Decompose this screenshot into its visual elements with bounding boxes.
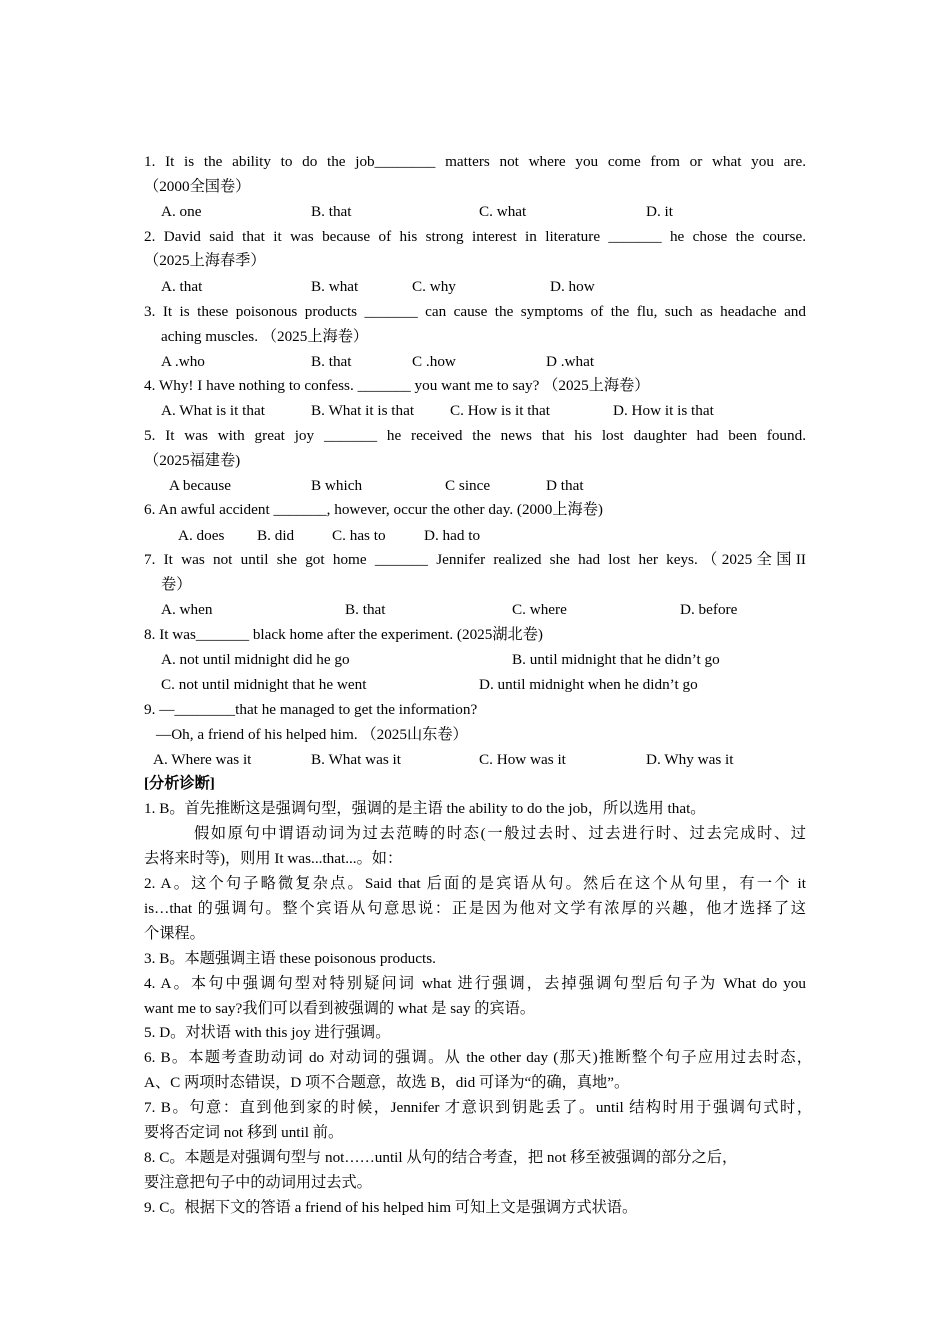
question-1-source: （2000全国卷）	[144, 178, 251, 195]
question-6-option-b: B. did	[257, 527, 295, 544]
question-9-option-b: B. What was it	[311, 751, 401, 768]
question-2-option-a: A. that	[161, 278, 203, 295]
question-5-option-b: B which	[311, 477, 363, 494]
question-6-stem: 6. An awful accident _______, however, occur the other day. (2000上海卷)	[144, 501, 603, 518]
question-8-option-a: A. not until midnight did he go	[161, 651, 350, 668]
question-1-option-c: C. what	[479, 203, 527, 220]
question-4-option-c: C. How is it that	[450, 402, 550, 419]
question-9-stem: 9. —________that he managed to get the information?	[144, 701, 478, 718]
question-2-option-b: B. what	[311, 278, 359, 295]
question-3-option-a: A .who	[161, 353, 205, 370]
question-6-option-d: D. had to	[424, 527, 481, 544]
analysis-line: 6. B。本题考查助动词 do 对动词的强调。从 the other day (那天)推断整个句子应用过去时态，	[144, 1049, 812, 1066]
analysis-line: 假如原句中谓语动词为过去范畴的时态(一般过去时、过去进行时、过去完成时、过	[194, 825, 806, 842]
question-9-option-d: D. Why was it	[646, 751, 734, 768]
question-6-option-a: A. does	[178, 527, 225, 544]
question-2-option-d: D. how	[550, 278, 595, 295]
analysis-line: 5. D。对状语 with this joy 进行强调。	[144, 1024, 391, 1041]
question-2-option-c: C. why	[412, 278, 456, 295]
question-8-option-d: D. until midnight when he didn’t go	[479, 676, 698, 693]
analysis-line: 要注意把句子中的动词用过去式。	[144, 1174, 372, 1191]
question-7-stem: 7. It was not until she got home _______ Jennifer realized she had lost her keys.（2025全国II	[144, 551, 806, 568]
analysis-line: A、C 两项时态错误，D 项不合题意，故选 B，did 可译为“的确，真地”。	[144, 1074, 630, 1091]
question-5-option-c: C since	[445, 477, 491, 494]
question-1-option-d: D. it	[646, 203, 674, 220]
analysis-line: is…that 的强调句。整个宾语从句意思说：正是因为他对文学有浓厚的兴趣，他才选择了这	[144, 900, 806, 917]
analysis-line: 去将来时等)，则用 It was...that...。如：	[144, 850, 403, 867]
analysis-line: 1. B。首先推断这是强调句型，强调的是主语 the ability to do the job，所以选用 that。	[144, 800, 706, 817]
analysis-line: 9. C。根据下文的答语 a friend of his helped him 可知上文是强调方式状语。	[144, 1199, 638, 1216]
question-4-option-d: D. How it is that	[613, 402, 714, 419]
analysis-line: 4. A。本句中强调句型对特别疑问词 what 进行强调，去掉强调句型后句子为 What do you	[144, 975, 806, 992]
question-9-reply: —Oh, a friend of his helped him. （2025山东卷）	[156, 726, 468, 743]
question-8-option-b: B. until midnight that he didn’t go	[512, 651, 720, 668]
question-1-option-b: B. that	[311, 203, 352, 220]
question-3-option-d: D .what	[546, 353, 595, 370]
analysis-heading: [分析诊断]	[144, 775, 215, 792]
question-8-option-c: C. not until midnight that he went	[161, 676, 367, 693]
question-3-option-b: B. that	[311, 353, 352, 370]
question-6-option-c: C. has to	[332, 527, 386, 544]
question-5-stem: 5. It was with great joy _______ he received the news that his lost daughter had been found.	[144, 427, 806, 444]
question-3-stem-continued: aching muscles. （2025上海卷）	[161, 328, 369, 345]
analysis-line: 8. C。本题是对强调句型与 not……until 从句的结合考查，把 not 移至被强调的部分之后，	[144, 1149, 738, 1166]
question-7-option-a: A. when	[161, 601, 213, 618]
question-7-option-d: D. before	[680, 601, 738, 618]
analysis-line: 要将否定词 not 移到 until 前。	[144, 1124, 344, 1141]
question-4-option-a: A. What is it that	[161, 402, 265, 419]
question-7-stem-continued: 卷）	[161, 576, 192, 593]
question-8-stem: 8. It was_______ black home after the experiment. (2025湖北卷)	[144, 626, 543, 643]
question-2-stem: 2. David said that it was because of his strong interest in literature _______ he chose the course.	[144, 228, 806, 245]
question-5-option-d: D that	[546, 477, 584, 494]
question-2-source: （2025上海春季）	[144, 252, 266, 269]
analysis-line: 个课程。	[144, 925, 205, 942]
question-7-option-b: B. that	[345, 601, 386, 618]
question-9-option-c: C. How was it	[479, 751, 566, 768]
question-7-option-c: C. where	[512, 601, 567, 618]
question-3-option-c: C .how	[412, 353, 456, 370]
analysis-line: 2. A。这个句子略微复杂点。Said that 后面的是宾语从句。然后在这个从句里，有一个 it	[144, 875, 806, 892]
analysis-line: 7. B。句意：直到他到家的时候，Jennifer 才意识到钥匙丢了。until 结构时用于强调句式时，	[144, 1099, 812, 1116]
analysis-line: want me to say?我们可以看到被强调的 what 是 say 的宾语。	[144, 1000, 536, 1017]
question-3-stem: 3. It is these poisonous products _______ can cause the symptoms of the flu, such as headache and	[144, 303, 806, 320]
question-4-stem: 4. Why! I have nothing to confess. _______ you want me to say? （2025上海卷）	[144, 377, 650, 394]
question-1-option-a: A. one	[161, 203, 202, 220]
question-1-stem: 1. It is the ability to do the job________ matters not where you come from or what you are.	[144, 153, 806, 170]
question-5-option-a: A because	[169, 477, 231, 494]
question-4-option-b: B. What it is that	[311, 402, 415, 419]
question-9-option-a: A. Where was it	[153, 751, 252, 768]
analysis-line: 3. B。本题强调主语 these poisonous products.	[144, 950, 436, 967]
question-5-source: （2025福建卷)	[144, 452, 241, 469]
